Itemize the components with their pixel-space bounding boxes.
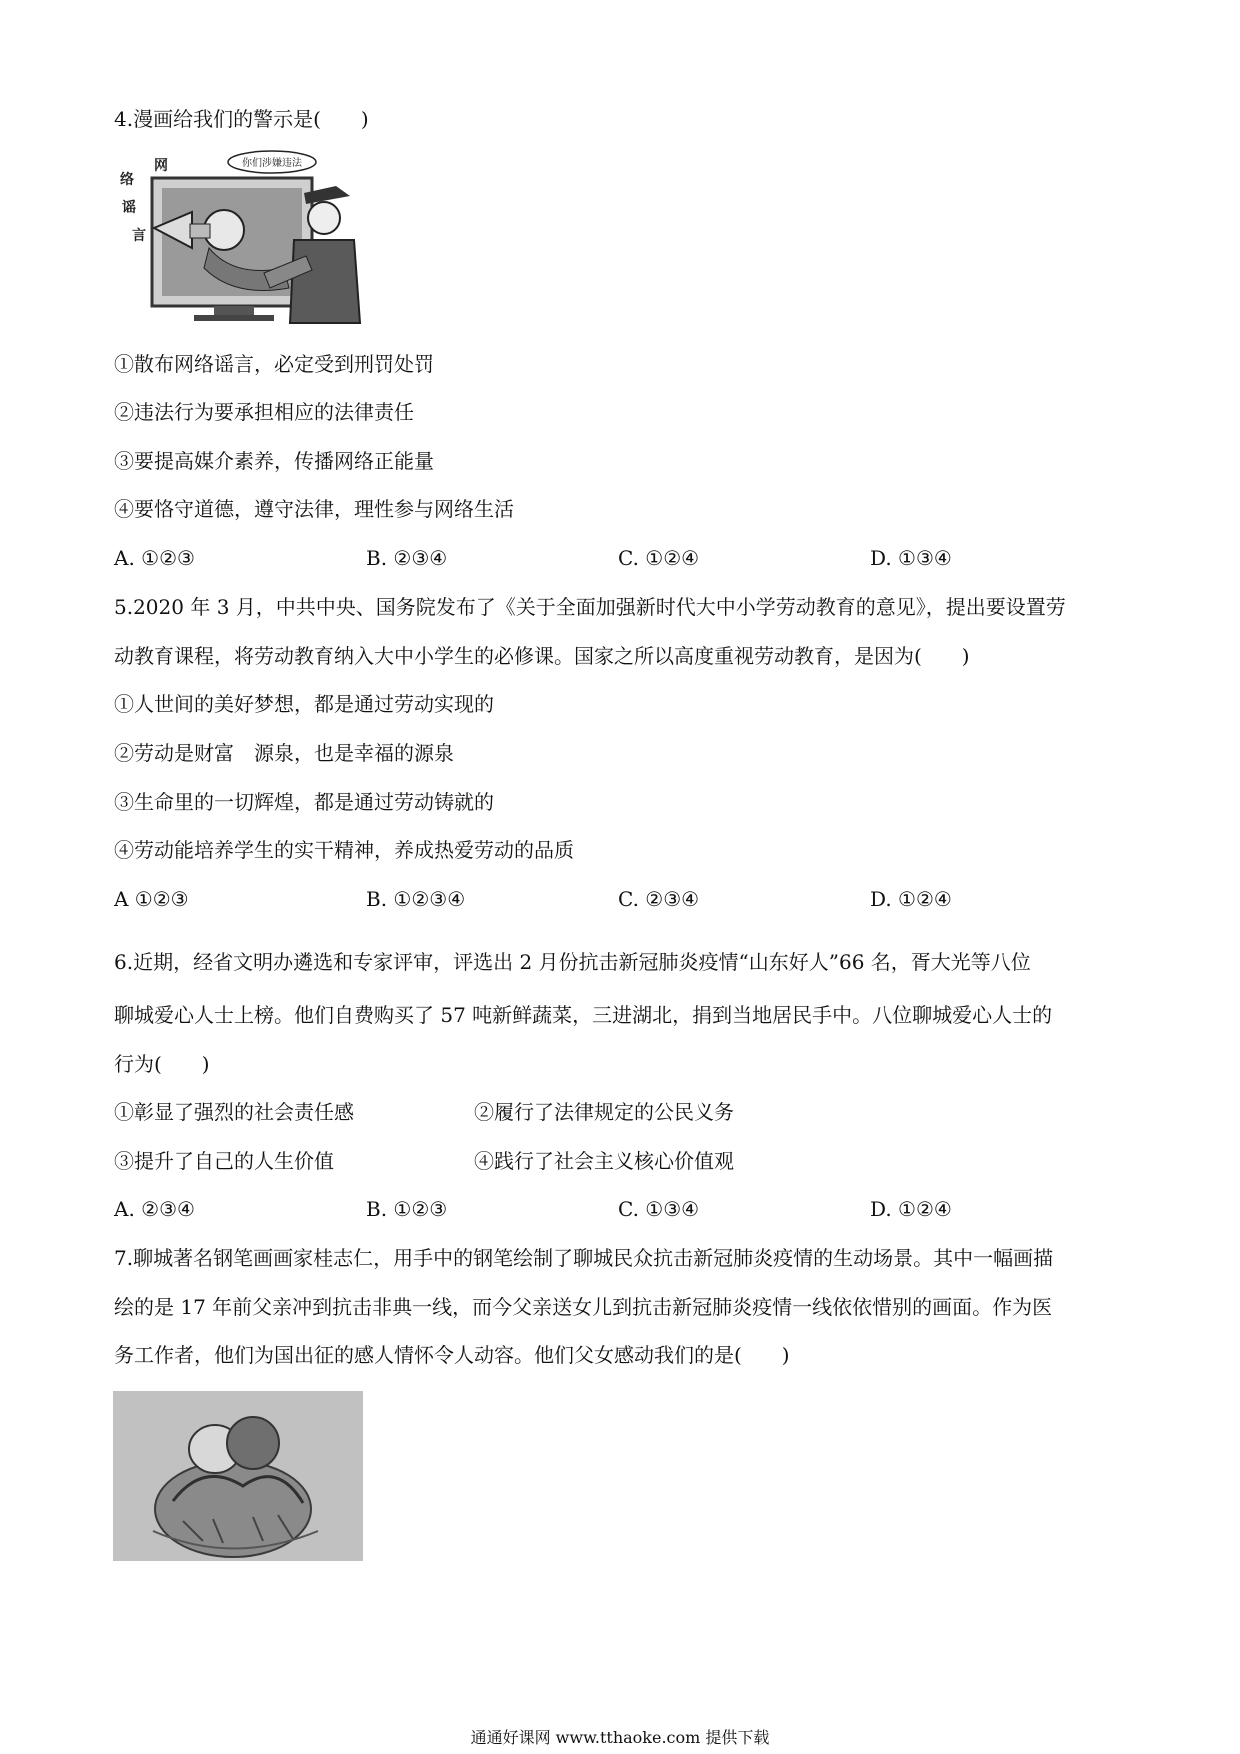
q4-option-c[interactable]: C. ①②④ <box>618 546 700 570</box>
q4-stem: 4.漫画给我们的警示是( ) <box>114 107 369 131</box>
q4-options <box>114 543 1014 573</box>
q6-stem-line-2: 聊城爱心人士上榜。他们自费购买了 57 吨新鲜蔬菜，三进湖北，捐到当地居民手中。八位聊城爱心人士的 <box>114 1003 1053 1027</box>
q4-option-a[interactable]: A. ①②③ <box>114 546 195 570</box>
q7-stem-line-2: 绘的是 17 年前父亲冲到抗击非典一线，而今父亲送女儿到抗击新冠肺炎疫情一线依依惜别的画面。作为医 <box>114 1295 1053 1319</box>
q4-option-b[interactable]: B. ②③④ <box>366 546 448 570</box>
q4-cartoon-char-3: 谣 <box>122 200 136 216</box>
q4-cartoon-image <box>114 148 384 330</box>
q4-item-4: ④要恪守道德，遵守法律，理性参与网络生活 <box>114 497 514 521</box>
q5-item-3: ③生命里的一切辉煌，都是通过劳动铸就的 <box>114 790 494 814</box>
q4-cartoon-char-4: 言 <box>132 228 146 244</box>
q7-stem-line-1: 7.聊城著名钢笔画画家桂志仁，用手中的钢笔绘制了聊城民众抗击新冠肺炎疫情的生动场景。其中一幅画描 <box>114 1246 1054 1270</box>
q6-option-a[interactable]: A. ②③④ <box>114 1197 195 1221</box>
q4-item-1: ①散布网络谣言，必定受到刑罚处罚 <box>114 352 434 376</box>
q4-cartoon-speech: 你们涉嫌违法 <box>242 158 302 169</box>
q5-options <box>114 884 1014 914</box>
q5-option-c[interactable]: C. ②③④ <box>618 887 700 911</box>
q5-item-2: ②劳动是财富 源泉，也是幸福的源泉 <box>114 741 454 765</box>
q6-item-3: ③提升了自己的人生价值 <box>114 1149 334 1173</box>
q6-stem-line-3: 行为( ) <box>114 1052 210 1076</box>
q6-stem-line-1: 6.近期，经省文明办遴选和专家评审，评选出 2 月份抗击新冠肺炎疫情“山东好人”66 名，胥大光等八位 <box>114 950 1031 974</box>
q6-option-c[interactable]: C. ①③④ <box>618 1197 700 1221</box>
q6-options <box>114 1194 1014 1224</box>
q5-stem-line-1: 5.2020 年 3 月，中共中央、国务院发布了《关于全面加强新时代大中小学劳动教育的意见》，提出要设置劳 <box>114 595 1066 619</box>
q6-item-4: ④践行了社会主义核心价值观 <box>474 1149 734 1173</box>
q5-item-4: ④劳动能培养学生的实干精神，养成热爱劳动的品质 <box>114 838 574 862</box>
q4-item-3: ③要提高媒介素养，传播网络正能量 <box>114 449 434 473</box>
q4-cartoon-char-1: 网 <box>154 158 168 174</box>
q4-item-2: ②违法行为要承担相应的法律责任 <box>114 400 414 424</box>
q6-item-2: ②履行了法律规定的公民义务 <box>474 1100 734 1124</box>
q7-stem-line-3: 务工作者，他们为国出征的感人情怀令人动容。他们父女感动我们的是( ) <box>114 1343 790 1367</box>
q4-cartoon-char-2: 络 <box>120 172 134 188</box>
q7-pen-drawing-image <box>113 1391 363 1561</box>
q6-option-b[interactable]: B. ①②③ <box>366 1197 448 1221</box>
q4-option-d[interactable]: D. ①③④ <box>870 546 952 570</box>
q5-option-d[interactable]: D. ①②④ <box>870 887 952 911</box>
q5-option-a[interactable]: A ①②③ <box>114 887 189 911</box>
q5-item-1: ①人世间的美好梦想，都是通过劳动实现的 <box>114 692 494 716</box>
q6-item-1: ①彰显了强烈的社会责任感 <box>114 1100 354 1124</box>
q5-stem-line-2: 动教育课程，将劳动教育纳入大中小学生的必修课。国家之所以高度重视劳动教育，是因为( ) <box>114 644 970 668</box>
q5-option-b[interactable]: B. ①②③④ <box>366 887 466 911</box>
page-footer: 通通好课网 www.tthaoke.com 提供下载 <box>470 1728 770 1747</box>
q6-option-d[interactable]: D. ①②④ <box>870 1197 952 1221</box>
